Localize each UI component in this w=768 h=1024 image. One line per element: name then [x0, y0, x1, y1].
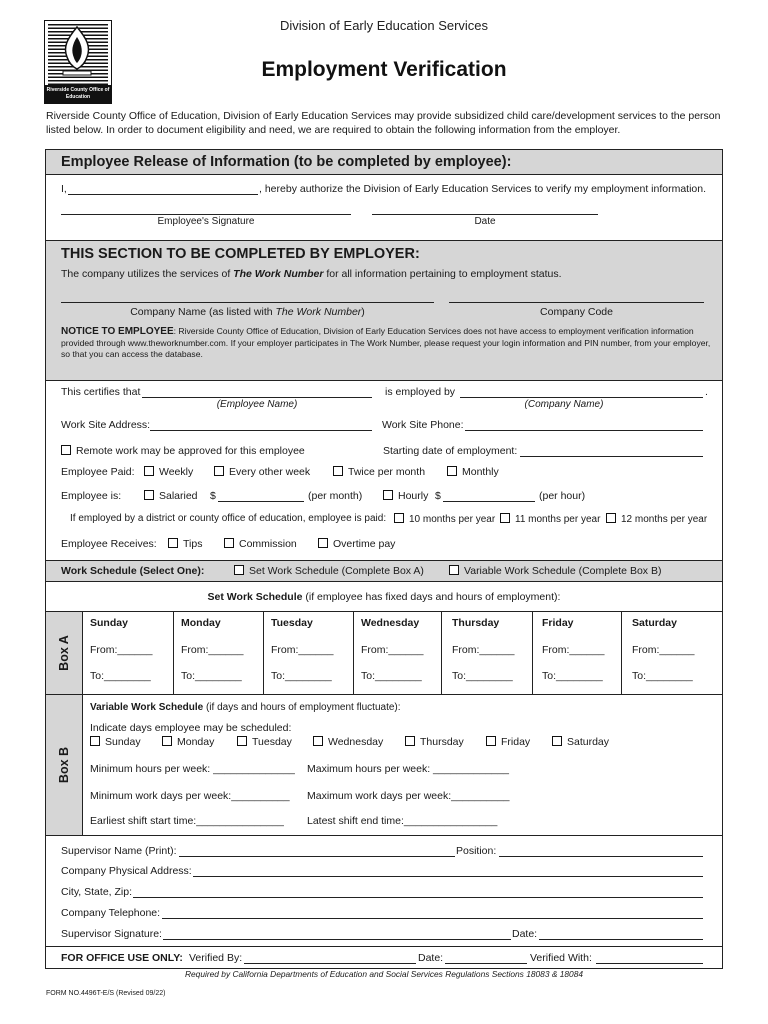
supervisor-name-label: Supervisor Name (Print):: [61, 845, 177, 857]
thursday-to[interactable]: To:________: [452, 670, 513, 682]
paid-monthly-checkbox[interactable]: [447, 466, 457, 476]
variable-schedule-option: [449, 565, 661, 577]
set-schedule-label: Set Work Schedule (Complete Box A): [249, 565, 424, 577]
variable-schedule-checkbox[interactable]: [449, 565, 459, 575]
months-12: [606, 513, 707, 525]
supervisor-signature-input[interactable]: [163, 939, 511, 940]
sunday-from[interactable]: From:______: [90, 644, 153, 656]
set-schedule-option: [234, 565, 424, 577]
desc-work-number: The Work Number: [233, 268, 324, 280]
authorize-line: [61, 183, 67, 195]
paid-monthly: [447, 466, 499, 478]
company-caption-suffix: ): [361, 306, 365, 318]
dollar-sign-1: $: [210, 490, 216, 502]
thursday-from[interactable]: From:______: [452, 644, 515, 656]
paid-twice-per-month: [333, 466, 425, 478]
months-11: [500, 513, 600, 525]
min-hours-field[interactable]: Minimum hours per week: ______________: [90, 763, 295, 775]
employee-date-field[interactable]: [372, 214, 598, 215]
var-tuesday: [237, 736, 292, 748]
paid-every-other-week-checkbox[interactable]: [214, 466, 224, 476]
tips-label: Tips: [183, 538, 203, 550]
box-a-day-thursday: Thursday: [452, 617, 500, 629]
variable-heading: [90, 702, 401, 713]
paid-twice-per-month-checkbox[interactable]: [333, 466, 343, 476]
set-heading-rest: (if employee has fixed days and hours of employment):: [302, 591, 561, 603]
remote-work-checkbox[interactable]: [61, 445, 71, 455]
per-month-label: (per month): [308, 490, 363, 502]
per-hour-label: (per hour): [539, 490, 586, 502]
office-use-label: FOR OFFICE USE ONLY:: [61, 952, 183, 964]
starting-date-input[interactable]: [520, 456, 703, 457]
saturday-from[interactable]: From:______: [632, 644, 695, 656]
employed-by-label: is employed by: [385, 386, 456, 398]
office-date-label: Date:: [418, 952, 444, 964]
employer-name-input[interactable]: [460, 397, 703, 398]
division-heading: Division of Early Education Services: [279, 18, 489, 33]
var-thursday: [405, 736, 464, 748]
friday-from[interactable]: From:______: [542, 644, 605, 656]
hourly-label: Hourly: [398, 490, 429, 502]
paid-weekly: [144, 466, 193, 478]
receives-tips: [168, 538, 202, 550]
paid-twice-per-month-label: Twice per month: [348, 466, 426, 478]
tuesday-from[interactable]: From:______: [271, 644, 334, 656]
var-wednesday: [313, 736, 383, 748]
remote-work-row: [61, 445, 305, 457]
set-heading-bold: Set Work Schedule: [207, 591, 303, 603]
min-days-field[interactable]: Minimum work days per week:__________: [90, 790, 290, 802]
set-schedule-checkbox[interactable]: [234, 565, 244, 575]
var-sunday: [90, 736, 141, 748]
company-address-label: Company Physical Address:: [61, 865, 192, 877]
paid-monthly-label: Monthly: [462, 466, 499, 478]
desc-prefix: The company utilizes the services of: [61, 268, 234, 280]
work-site-phone-label: Work Site Phone:: [382, 419, 464, 431]
employee-signature-field[interactable]: [61, 214, 351, 215]
receives-overtime: [318, 538, 395, 550]
col-divider: [173, 612, 174, 694]
paid-weekly-checkbox[interactable]: [144, 466, 154, 476]
paid-every-other-week-label: Every other week: [229, 466, 311, 478]
city-state-zip-input[interactable]: [133, 897, 703, 898]
overtime-label: Overtime pay: [333, 538, 396, 550]
company-telephone-label: Company Telephone:: [61, 907, 161, 919]
employee-name-field[interactable]: [68, 194, 258, 195]
max-hours-field[interactable]: Maximum hours per week: _____________: [307, 763, 509, 775]
city-state-zip-label: City, State, Zip:: [61, 886, 132, 898]
var-sunday-checkbox[interactable]: [90, 736, 100, 746]
var-monday-label: Monday: [177, 736, 215, 748]
var-wednesday-label: Wednesday: [328, 736, 384, 748]
authorize-text: , hereby authorize the Division of Early Education Services to verify my employment information.: [259, 183, 707, 195]
release-title: Employee Release of Information (to be completed by employee):: [61, 154, 512, 170]
company-address-input[interactable]: [193, 876, 703, 877]
var-tuesday-label: Tuesday: [252, 736, 292, 748]
var-thursday-label: Thursday: [420, 736, 464, 748]
signature-caption: Employee's Signature: [157, 216, 255, 227]
col-divider: [621, 612, 622, 694]
commission-checkbox[interactable]: [224, 538, 234, 548]
divider: [45, 835, 723, 836]
var-friday-label: Friday: [501, 736, 531, 748]
months-11-label: 11 months per year: [515, 514, 601, 525]
divider: [45, 946, 723, 947]
company-telephone-input[interactable]: [162, 918, 703, 919]
box-a-day-sunday: Sunday: [90, 617, 128, 629]
authorize-prefix: I,: [61, 183, 67, 195]
employee-is-label: Employee is:: [61, 490, 122, 502]
employer-title: THIS SECTION TO BE COMPLETED BY EMPLOYER:: [61, 246, 420, 262]
divider: [45, 380, 723, 381]
wednesday-to[interactable]: To:________: [361, 670, 422, 682]
hourly-checkbox[interactable]: [383, 490, 393, 500]
box-b-label-bg: [46, 695, 83, 835]
max-days-field[interactable]: Maximum work days per week:__________: [307, 790, 510, 802]
work-site-address-input[interactable]: [150, 430, 372, 431]
var-thursday-checkbox[interactable]: [405, 736, 415, 746]
work-number-desc: [61, 268, 562, 280]
verified-with-input[interactable]: [596, 963, 703, 964]
position-label: Position:: [456, 845, 497, 857]
intro-paragraph: Riverside County Office of Education, Division of Early Education Services may provide subsidized child care/development services to the person listed below. In order to document eligibility and need, we are required to obtain the following information from the employer.: [46, 110, 721, 136]
tips-checkbox[interactable]: [168, 538, 178, 548]
salaried-label: Salaried: [159, 490, 198, 502]
var-friday: [486, 736, 530, 748]
desc-suffix: for all information pertaining to employment status.: [323, 268, 562, 280]
salaried-option: [144, 490, 198, 502]
paid-every-other-week: [214, 466, 310, 478]
var-monday-checkbox[interactable]: [162, 736, 172, 746]
months-10-checkbox[interactable]: [394, 513, 404, 523]
var-saturday: [552, 736, 609, 748]
var-sunday-label: Sunday: [105, 736, 141, 748]
salaried-checkbox[interactable]: [144, 490, 154, 500]
divider: [45, 174, 723, 175]
company-name-field[interactable]: [61, 302, 434, 303]
col-divider: [532, 612, 533, 694]
variable-heading-bold: Variable Work Schedule: [90, 702, 204, 713]
supervisor-name-input[interactable]: [179, 856, 455, 857]
wednesday-from[interactable]: From:______: [361, 644, 424, 656]
notice-label: NOTICE TO EMPLOYEE: [61, 326, 174, 337]
position-input[interactable]: [499, 856, 703, 857]
hourly-option: [383, 490, 428, 502]
schedule-select-label: Work Schedule (Select One):: [61, 565, 205, 577]
receives-commission: [224, 538, 297, 550]
col-divider: [441, 612, 442, 694]
var-monday: [162, 736, 214, 748]
district-text: If employed by a district or county office of education, employee is paid:: [70, 513, 387, 524]
dollar-sign-2: $: [435, 490, 441, 502]
office-date-input[interactable]: [445, 963, 527, 964]
box-b-label: Box B: [57, 746, 71, 784]
box-a-day-monday: Monday: [181, 617, 221, 629]
divider: [45, 694, 723, 695]
notice-text: : Riverside County Office of Education, Division of Early Education Services does not have access to employment verification information provided through www.theworknumber.com. If your employer participates in The Work Number, please request your login information and PIN number, from your employer, so that you can access the database.: [61, 326, 711, 359]
period: .: [705, 386, 708, 398]
company-caption-ital: The Work Number: [275, 306, 362, 318]
regulation-footer: Required by California Departments of Education and Social Services Regulations Sections 18083 & 18084: [184, 969, 584, 979]
logo-caption: Riverside County Office of Education: [45, 85, 111, 103]
divider: [45, 581, 723, 582]
box-a-day-saturday: Saturday: [632, 617, 677, 629]
company-caption-prefix: Company Name (as listed with: [130, 306, 276, 318]
saturday-to[interactable]: To:________: [632, 670, 693, 682]
var-saturday-checkbox[interactable]: [552, 736, 562, 746]
salary-amount-input[interactable]: [218, 501, 304, 502]
verified-with-label: Verified With:: [530, 952, 592, 964]
var-wednesday-checkbox[interactable]: [313, 736, 323, 746]
supervisor-date-label: Date:: [512, 928, 538, 940]
monday-to[interactable]: To:________: [181, 670, 242, 682]
paid-weekly-label: Weekly: [159, 466, 194, 478]
company-name-caption-2: (Company Name): [524, 399, 604, 410]
col-divider: [263, 612, 264, 694]
work-site-address-label: Work Site Address:: [61, 419, 151, 431]
verified-by-input[interactable]: [244, 963, 416, 964]
supervisor-date-input[interactable]: [539, 939, 703, 940]
var-saturday-label: Saturday: [567, 736, 610, 748]
var-tuesday-checkbox[interactable]: [237, 736, 247, 746]
work-site-phone-input[interactable]: [465, 430, 703, 431]
box-a-day-tuesday: Tuesday: [271, 617, 313, 629]
variable-schedule-label: Variable Work Schedule (Complete Box B): [464, 565, 662, 577]
date-caption: Date: [474, 216, 496, 227]
verified-by-label: Verified By:: [189, 952, 243, 964]
var-friday-checkbox[interactable]: [486, 736, 496, 746]
box-a-label-bg: [46, 612, 83, 694]
months-10: [394, 513, 495, 525]
company-code-field[interactable]: [449, 302, 704, 303]
certifies-label: This certifies that: [61, 386, 141, 398]
box-a-label: Box A: [57, 635, 71, 671]
col-divider: [353, 612, 354, 694]
months-10-label: 10 months per year: [409, 514, 496, 525]
employee-paid-label: Employee Paid:: [61, 466, 135, 478]
sunday-to[interactable]: To:________: [90, 670, 151, 682]
company-name-caption: [61, 306, 434, 318]
hourly-amount-input[interactable]: [443, 501, 535, 502]
indicate-days-label: Indicate days employee may be scheduled:: [90, 722, 292, 734]
friday-to[interactable]: To:________: [542, 670, 603, 682]
latest-shift-field[interactable]: Latest shift end time:________________: [307, 815, 498, 827]
remote-work-label: Remote work may be approved for this employee: [76, 445, 305, 457]
set-schedule-heading: [46, 591, 722, 603]
box-a-day-wednesday: Wednesday: [361, 617, 420, 629]
tuesday-to[interactable]: To:________: [271, 670, 332, 682]
supervisor-signature-label: Supervisor Signature:: [61, 928, 162, 940]
monday-from[interactable]: From:______: [181, 644, 244, 656]
months-11-checkbox[interactable]: [500, 513, 510, 523]
company-code-caption: Company Code: [540, 306, 613, 318]
months-12-label: 12 months per year: [621, 514, 708, 525]
earliest-shift-field[interactable]: Earliest shift start time:_______________: [90, 815, 284, 827]
commission-label: Commission: [239, 538, 297, 550]
overtime-checkbox[interactable]: [318, 538, 328, 548]
receives-label: Employee Receives:: [61, 538, 157, 550]
notice-to-employee: [61, 326, 711, 361]
page-title: Employment Verification: [261, 58, 507, 81]
variable-heading-rest: (if days and hours of employment fluctuate):: [203, 702, 401, 713]
months-12-checkbox[interactable]: [606, 513, 616, 523]
starting-date-label: Starting date of employment:: [383, 445, 518, 457]
employee-name-caption: (Employee Name): [216, 399, 298, 410]
form-number: FORM NO.4496T-E/S (Revised 09/22): [46, 990, 166, 997]
box-a-day-friday: Friday: [542, 617, 574, 629]
employee-name-input[interactable]: [142, 397, 372, 398]
